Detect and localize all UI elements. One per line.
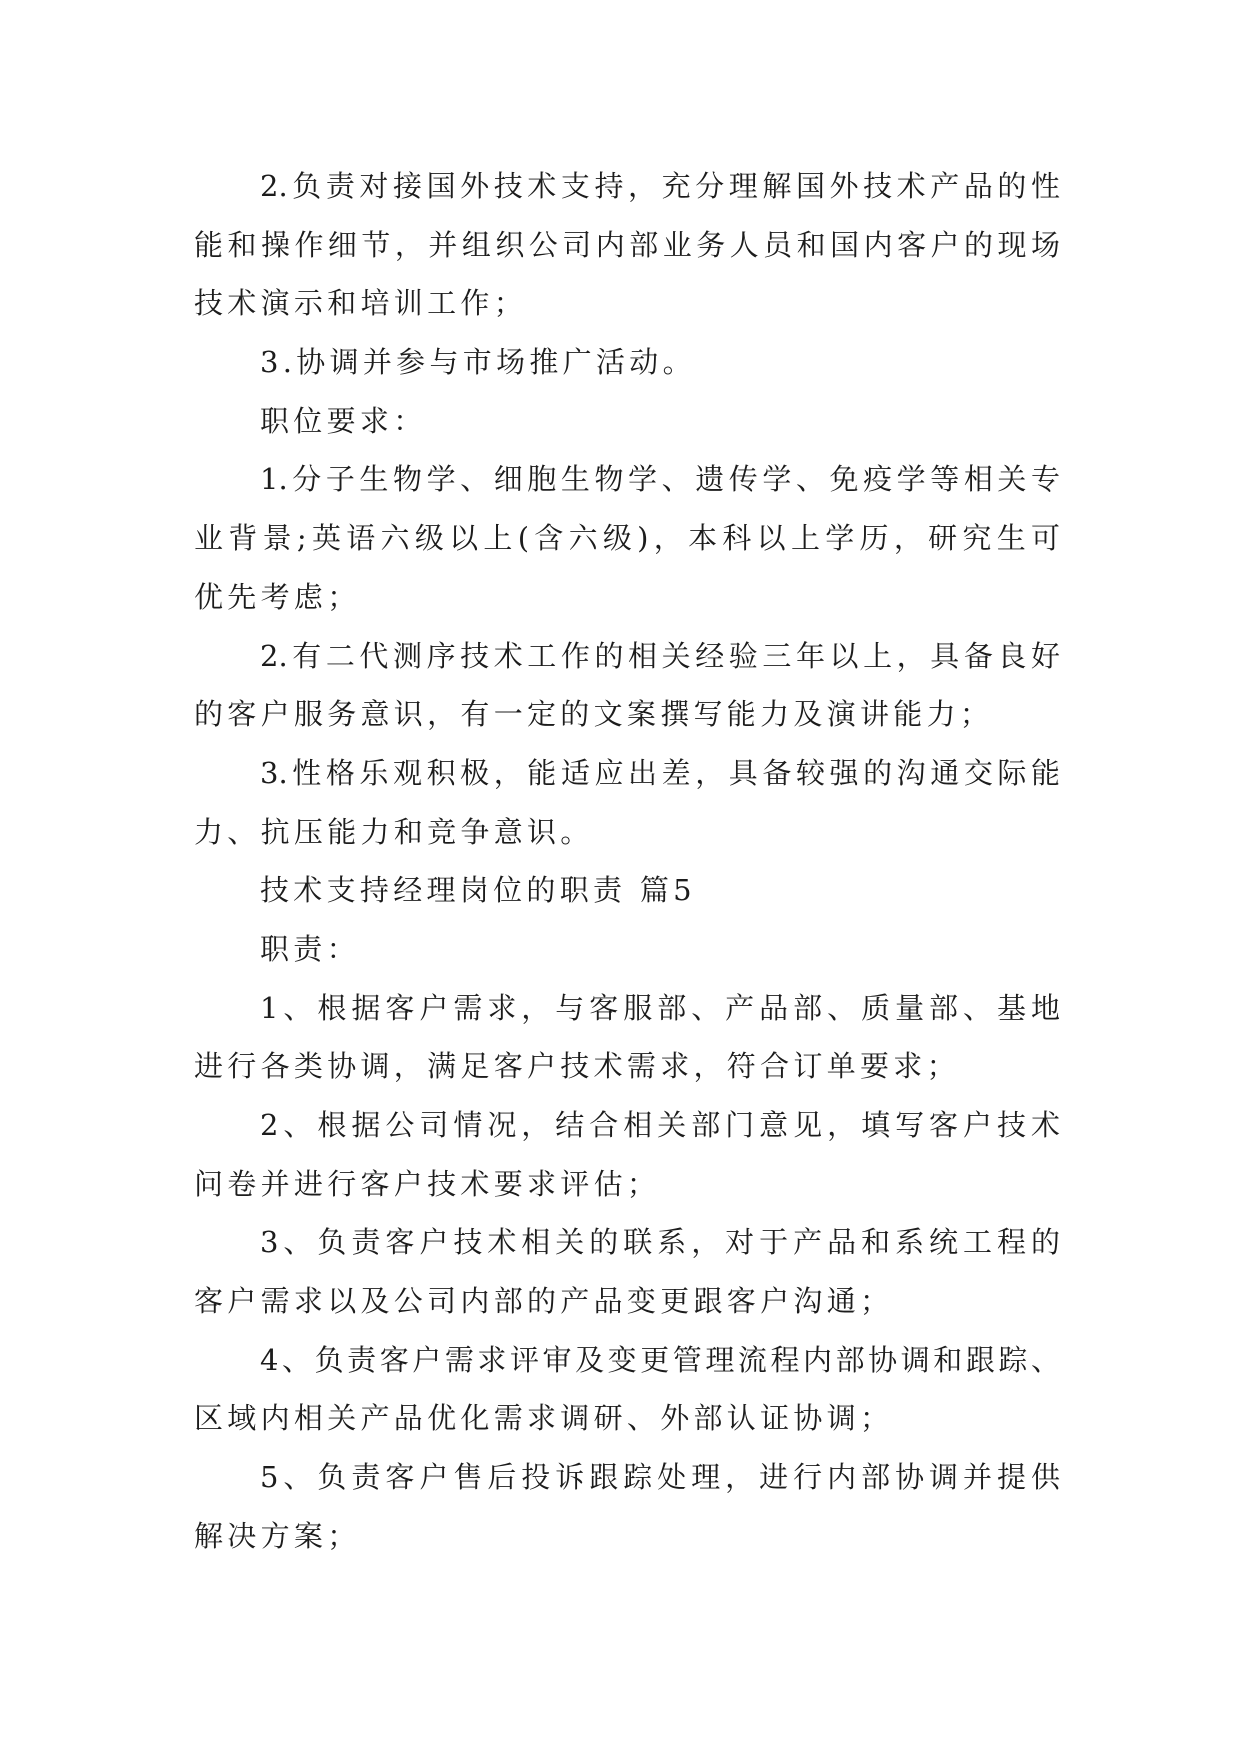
- paragraph-line: 问卷并进行客户技术要求评估；: [194, 1166, 661, 1201]
- paragraph-line: 2.负责对接国外技术支持，充分理解国外技术产品的性: [260, 169, 1060, 203]
- paragraph-line: 的客户服务意识，有一定的文案撰写能力及演讲能力；: [194, 697, 994, 732]
- paragraph-line: 1、根据客户需求，与客服部、产品部、质量部、基地: [260, 990, 1060, 1025]
- section-heading: [194, 861, 1060, 920]
- paragraph: [194, 1331, 1060, 1448]
- paragraph: [194, 1213, 1060, 1330]
- paragraph-line: 力、抗压能力和竞争意识。: [194, 814, 594, 849]
- paragraph-line: 5、负责客户售后投诉跟踪处理，进行内部协调并提供: [260, 1460, 1060, 1495]
- paragraph: [194, 333, 1060, 392]
- paragraph: [194, 1096, 1060, 1213]
- subheading: [194, 920, 1060, 979]
- paragraph-line: 1.分子生物学、细胞生物学、遗传学、免疫学等相关专: [260, 462, 1060, 497]
- paragraph-line: 4、负责客户需求评审及变更管理流程内部协调和跟踪、: [260, 1342, 1060, 1377]
- paragraph-line: 优先考虑；: [194, 579, 361, 614]
- document-body: [194, 157, 1060, 1566]
- paragraph-line: 能和操作细节，并组织公司内部业务人员和国内客户的现场: [194, 227, 1060, 262]
- paragraph-line: 进行各类协调，满足客户技术需求，符合订单要求；: [194, 1049, 960, 1084]
- paragraph: [194, 450, 1060, 626]
- paragraph: [194, 627, 1060, 744]
- subheading-text: 职位要求：: [260, 403, 427, 438]
- paragraph-line: 技术演示和培训工作；: [194, 286, 528, 321]
- section-heading-text: 技术支持经理岗位的职责 篇5: [260, 873, 696, 908]
- paragraph-line: 2.有二代测序技术工作的相关经验三年以上，具备良好: [260, 638, 1060, 673]
- paragraph-line: 3、负责客户技术相关的联系，对于产品和系统工程的: [260, 1225, 1060, 1260]
- paragraph-line: 2、根据公司情况，结合相关部门意见，填写客户技术: [260, 1108, 1060, 1142]
- paragraph-line: 解决方案；: [194, 1518, 361, 1553]
- paragraph-line: 业背景;英语六级以上(含六级)，本科以上学历，研究生可: [194, 521, 1060, 556]
- paragraph: [194, 1448, 1060, 1565]
- paragraph-line: 3.性格乐观积极，能适应出差，具备较强的沟通交际能: [260, 755, 1060, 790]
- paragraph: [194, 744, 1060, 861]
- subheading-text: 职责：: [260, 931, 360, 966]
- paragraph-line: 3.协调并参与市场推广活动。: [260, 345, 696, 380]
- paragraph-line: 区域内相关产品优化需求调研、外部认证协调；: [194, 1401, 894, 1436]
- paragraph: [194, 157, 1060, 333]
- paragraph-line: 客户需求以及公司内部的产品变更跟客户沟通；: [194, 1284, 894, 1319]
- paragraph: [194, 979, 1060, 1096]
- subheading: [194, 392, 1060, 451]
